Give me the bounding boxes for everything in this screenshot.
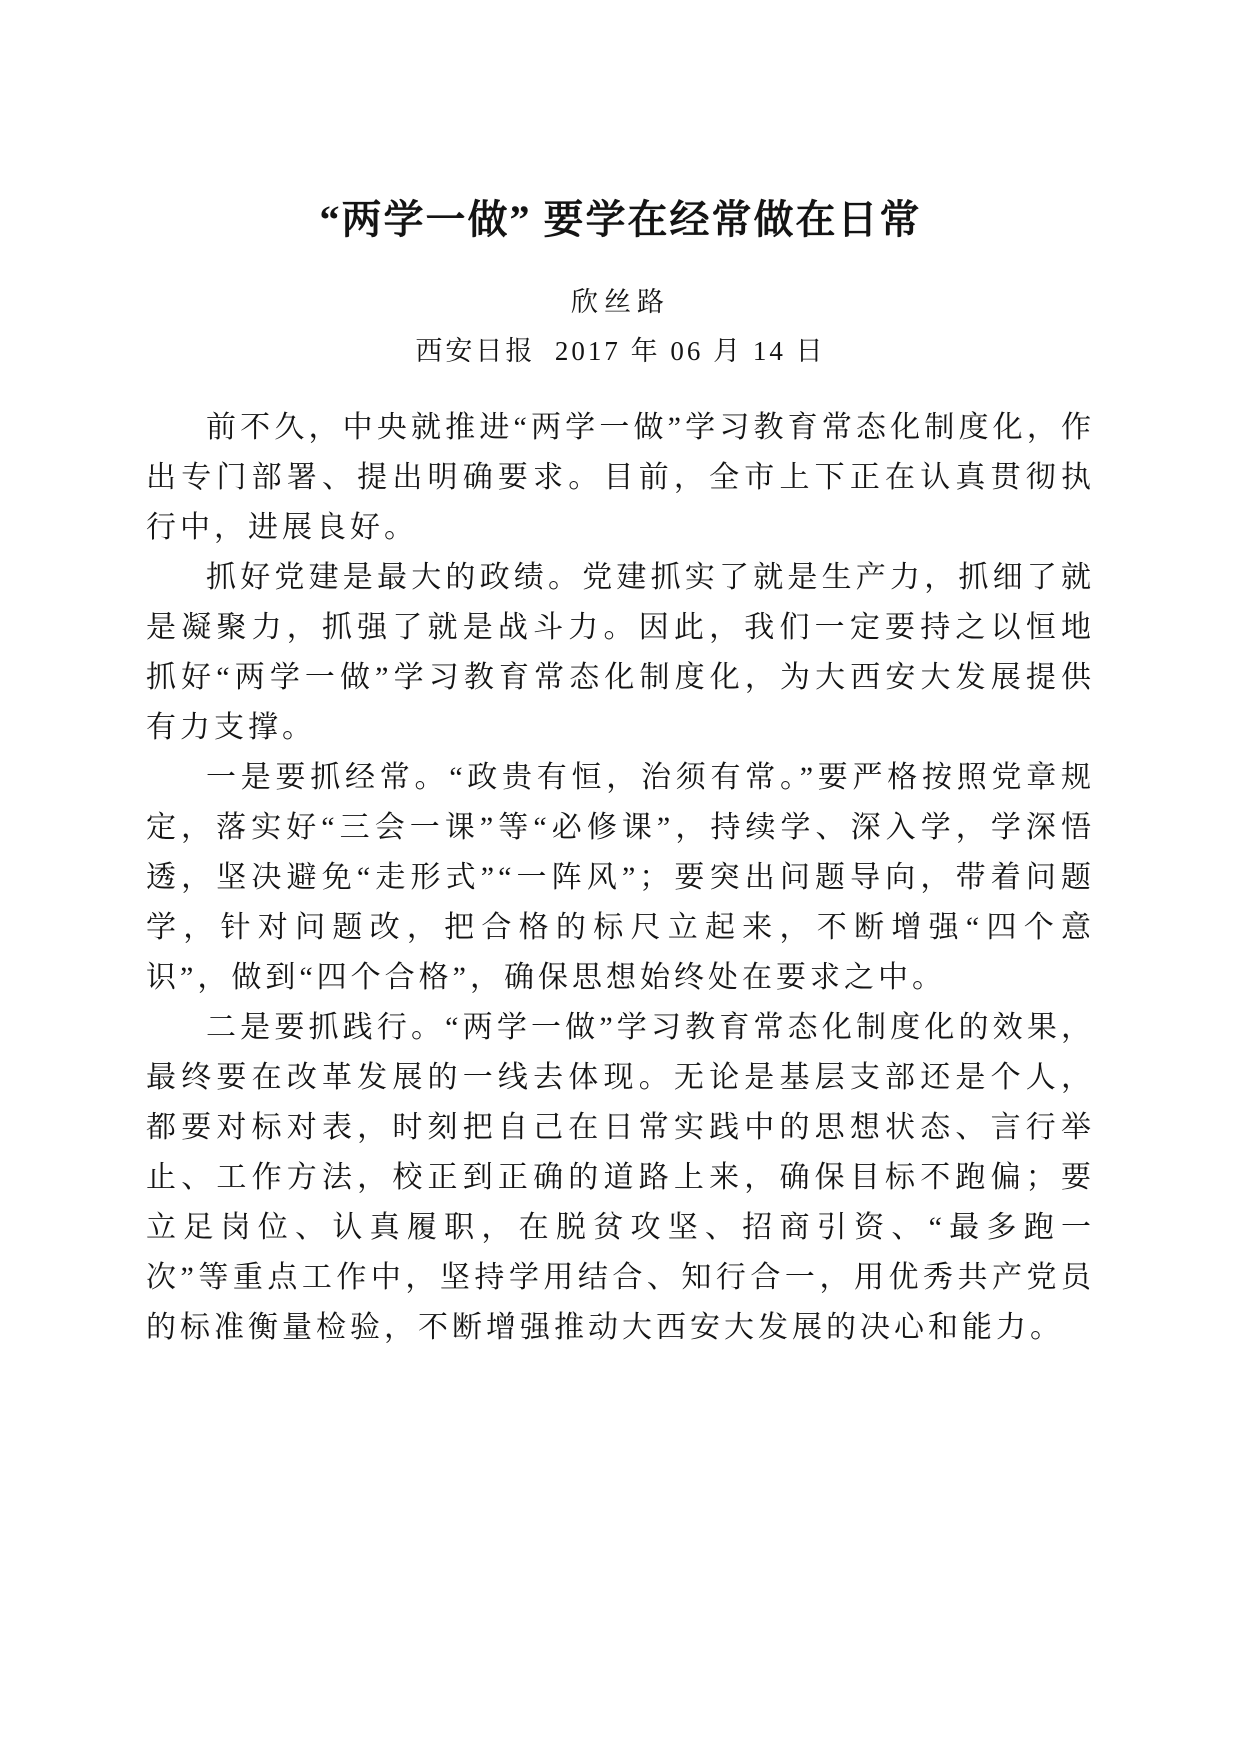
source-line: 西安日报 2017 年 06 月 14 日	[415, 336, 826, 366]
author-line: 欣丝路	[571, 287, 670, 317]
document-body	[146, 403, 1095, 1353]
paragraph: 前不久，中央就推进“两学一做”学习教育常态化制度化，作出专门部署、提出明确要求。目前，全市上下正在认真贯彻执行中，进展良好。	[146, 411, 1095, 544]
paragraph: 抓好党建是最大的政绩。党建抓实了就是生产力，抓细了就是凝聚力，抓强了就是战斗力。因此，我们一定要持之以恒地抓好“两学一做”学习教育常态化制度化，为大西安大发展提供有力支撑。	[146, 561, 1095, 744]
paragraph: 一是要抓经常。“政贵有恒，治须有常。”要严格按照党章规定，落实好“三会一课”等“必修课”，持续学、深入学，学深悟透，坚决避免“走形式”“一阵风”；要突出问题导向，带着问题学，针对问题改，把合格的标尺立起来，不断增强“四个意识”，做到“四个合格”，确保思想始终处在要求之中。	[146, 761, 1095, 994]
document-title: “两学一做” 要学在经常做在日常	[319, 197, 922, 242]
paragraph: 二是要抓践行。“两学一做”学习教育常态化制度化的效果，最终要在改革发展的一线去体现。无论是基层支部还是个人，都要对标对表，时刻把自己在日常实践中的思想状态、言行举止、工作方法，校正到正确的道路上来，确保目标不跑偏；要立足岗位、认真履职，在脱贫攻坚、招商引资、“最多跑一次”等重点工作中，坚持学用结合、知行合一，用优秀共产党员的标准衡量检验，不断增强推动大西安大发展的决心和能力。	[146, 1011, 1095, 1344]
